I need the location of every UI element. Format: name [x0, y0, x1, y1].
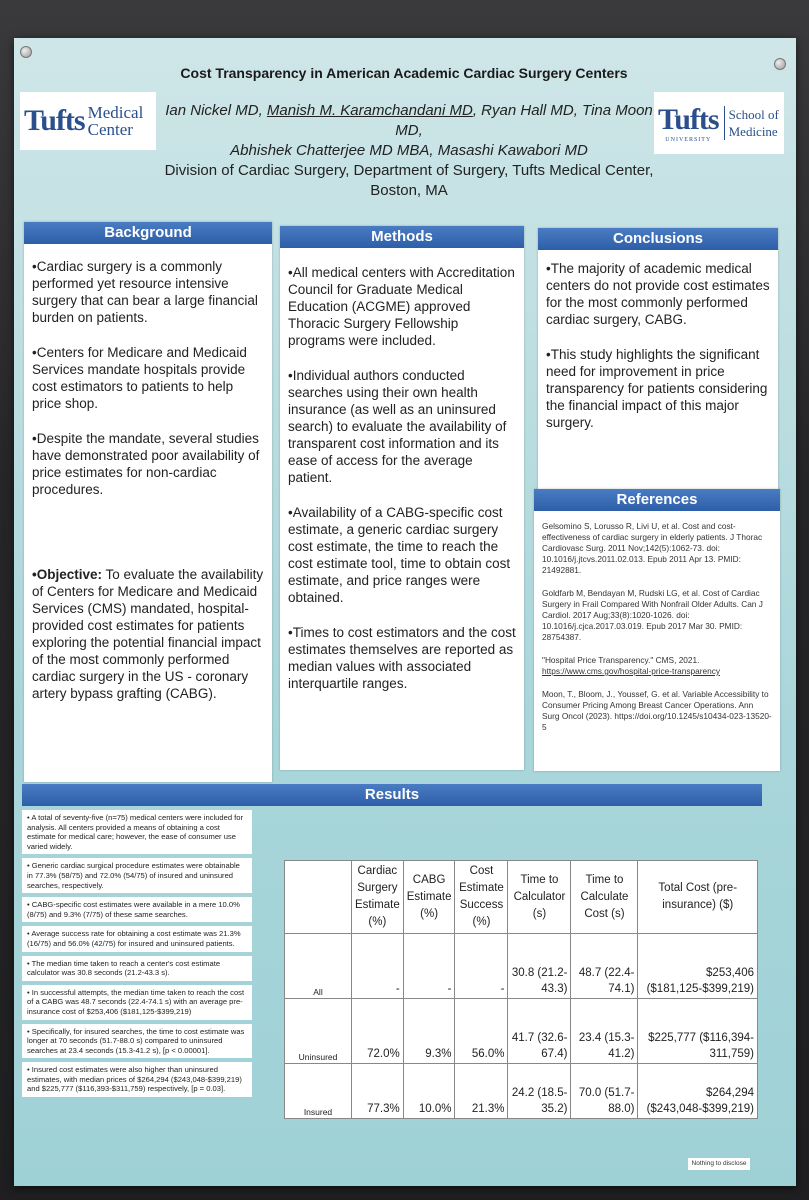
results-bullets: [22, 810, 252, 1101]
table-header-row: [285, 861, 758, 934]
background-panel: [24, 222, 272, 782]
result-text: • In successful attempts, the median time taken to reach the cost of a CABG was 48.7 seconds (22.4-74.1 s) with an average pre-insurance cost of $253,406 ($181,125-$399,219): [22, 985, 252, 1020]
table-header: Time to Calculate Cost (s): [571, 861, 638, 934]
author-text: Ian Nickel MD,: [165, 102, 267, 119]
table-header: CABG Estimate (%): [403, 861, 455, 934]
section-header: Methods: [280, 226, 524, 248]
table-header: [285, 861, 352, 934]
table-cell: 30.8 (21.2-43.3): [508, 934, 571, 999]
bullet-text: To evaluate the availability of Centers for Medicare and Medicaid Services (CMS) mandated, hospital-provided cost estimates for patients exploring the potential financial impact of the most commonly performed cardiac surgery in the US - coronary artery bypass grafting (CABG).: [32, 567, 264, 701]
table-cell: 56.0%: [455, 999, 508, 1064]
table-cell: 21.3%: [455, 1064, 508, 1119]
reference-text: Goldfarb M, Bendayan M, Rudski LG, et al. Cost of Cardiac Surgery in Frail Compared With Nonfrail Older Adults. Can J Cardiol. 2017 Aug;33(8):1020-1026. doi: 10.1016/j.cjca.2017.03.019. Epub 2017 Mar 30. PMID: 28754387.: [542, 588, 763, 642]
references-panel: [534, 489, 780, 771]
logo-text: Center: [87, 120, 133, 139]
table-cell: 48.7 (22.4-74.1): [571, 934, 638, 999]
poster-title: Cost Transparency in American Academic Cardiac Surgery Centers: [180, 65, 628, 81]
bullet-text: •Cardiac surgery is a commonly performed yet resource intensive surgery that can bear a large financial burden on patients.: [32, 259, 258, 325]
conclusions-panel: [538, 228, 778, 498]
table-cell: -: [455, 934, 508, 999]
table-cell: 23.4 (15.3-41.2): [571, 999, 638, 1064]
logo-text: Tufts: [658, 103, 719, 136]
result-text: • CABG-specific cost estimates were available in a mere 10.0% (8/75) and 9.3% (7/75) of these same searches.: [22, 897, 252, 922]
objective-text: [32, 566, 264, 702]
logo-text: Medical: [87, 103, 144, 122]
reference-text: Moon, T., Bloom, J., Youssef, G. et al. Variable Accessibility to Consumer Pricing Among Breast Cancer Operations. Ann Surg Oncol (2023). https://doi.org/10.1245/s10434-023-13520-5: [542, 689, 772, 732]
table-cell: -: [403, 934, 455, 999]
result-text: • Insured cost estimates were also higher than uninsured estimates, with median prices of $264,294 ($243,048-$399,219) and $225,777 ($116,393-$311,759) respectively, [p = 0.03].: [22, 1062, 252, 1097]
tufts-medical-center-logo: [20, 92, 156, 150]
table-row: [285, 934, 758, 999]
reference-text: "Hospital Price Transparency." CMS, 2021.: [542, 655, 700, 665]
bullet-text: •Despite the mandate, several studies have demonstrated poor availability of price estimates for non-cardiac procedures.: [32, 431, 260, 497]
result-text: • A total of seventy-five (n=75) medical centers were included for analysis. All centers provided a means of obtaining a cost estimate for medical care; however, the ease of consumer use varied widely.: [22, 810, 252, 854]
poster: [14, 38, 796, 1186]
logo-text: Tufts: [24, 104, 85, 137]
section-header: References: [534, 489, 780, 511]
bullet-text: •Times to cost estimators and the cost estimates themselves are reported as median values with associated interquartile ranges.: [288, 625, 516, 691]
bullet-text: •Individual authors conducted searches using their own health insurance (as well as an uninsured search) to evaluate the availability of transparent cost information and its ease of access for the average patient.: [288, 368, 507, 485]
table-header: Cardiac Surgery Estimate (%): [352, 861, 404, 934]
reference-text: [542, 655, 772, 677]
table-header: Cost Estimate Success (%): [455, 861, 508, 934]
bullet-text: •This study highlights the significant need for improvement in price transparency for patients considering the financial impact of this major surgery.: [546, 347, 768, 430]
bullet-text: •Availability of a CABG-specific cost estimate, a generic cardiac surgery cost estimate, the time to reach the cost estimate tool, time to obtain cost estimate, and price ranges were obtained.: [288, 505, 511, 605]
results-table: [284, 860, 758, 1119]
pin-icon: [774, 58, 786, 70]
table-cell: Uninsured: [285, 999, 352, 1064]
result-text: • Generic cardiac surgical procedure estimates were obtainable in 77.3% (58/75) and 72.0% (54/75) of insured and uninsured searches, respectively.: [22, 858, 252, 893]
result-text: • Average success rate for obtaining a cost estimate was 21.3% (16/75) and 56.0% (42/75) for insured and uninsured patients.: [22, 926, 252, 951]
table-cell: All: [285, 934, 352, 999]
result-text: • The median time taken to reach a center's cost estimate calculator was 30.8 seconds (21.2-43.3 s).: [22, 956, 252, 981]
table-cell: $264,294 ($243,048-$399,219): [638, 1064, 758, 1119]
author-text: Manish M. Karamchandani MD: [266, 102, 473, 119]
objective-label: •Objective:: [32, 567, 102, 582]
table-cell: $253,406 ($181,125-$399,219): [638, 934, 758, 999]
table-header: Total Cost (pre-insurance) ($): [638, 861, 758, 934]
tufts-university-logo: [654, 92, 784, 154]
author-text: , Ryan Hall MD, Tina Moon MD,: [395, 102, 653, 139]
reference-link[interactable]: https://www.cms.gov/hospital-price-transparency: [542, 666, 720, 676]
authors: [154, 101, 664, 201]
reference-text: Gelsomino S, Lorusso R, Livi U, et al. Cost and cost-effectiveness of cardiac surgery in elderly patients. J Thorac Cardiovasc Surg. 2011 Nov;142(5):1062-73. doi: 10.1016/j.jtcvs.2011.02.013. Epub 2011 Apr 13. PMID: 21492881.: [542, 521, 763, 575]
logo-text: School of: [728, 107, 779, 122]
table-cell: Insured: [285, 1064, 352, 1119]
bullet-text: •Centers for Medicare and Medicaid Services mandate hospitals provide cost estimators to patients to help price shop.: [32, 345, 247, 411]
pin-icon: [20, 46, 32, 58]
table-header: Time to Calculator (s): [508, 861, 571, 934]
table-row: [285, 999, 758, 1064]
bullet-text: •All medical centers with Accreditation Council for Graduate Medical Education (ACGME) approved Thoracic Surgery Fellowship programs were included.: [288, 265, 515, 348]
bullet-text: •The majority of academic medical centers do not provide cost estimates for the most commonly performed cardiac surgery, CABG.: [546, 261, 770, 327]
table-cell: -: [352, 934, 404, 999]
methods-panel: [280, 226, 524, 770]
disclosure-note: Nothing to disclose: [688, 1158, 750, 1170]
logo-text: UNIVERSITY: [665, 137, 712, 143]
table-cell: 41.7 (32.6-67.4): [508, 999, 571, 1064]
table-cell: 10.0%: [403, 1064, 455, 1119]
table-cell: 9.3%: [403, 999, 455, 1064]
table-cell: $225,777 ($116,394-311,759): [638, 999, 758, 1064]
table-cell: 72.0%: [352, 999, 404, 1064]
logo-text: Medicine: [728, 124, 778, 139]
section-header: Background: [24, 222, 272, 244]
result-text: • Specifically, for insured searches, the time to cost estimate was longer at 70 seconds (51.7-88.0 s) compared to uninsured searches at 23.4 seconds (15.3-41.2 s), [p < 0.00001].: [22, 1024, 252, 1059]
section-header: Results: [22, 784, 762, 806]
table-cell: 77.3%: [352, 1064, 404, 1119]
author-text: Abhishek Chatterjee MD MBA, Masashi Kawabori MD: [230, 142, 588, 159]
table-cell: 24.2 (18.5-35.2): [508, 1064, 571, 1119]
table-row: [285, 1064, 758, 1119]
section-header: Conclusions: [538, 228, 778, 250]
table-cell: 70.0 (51.7-88.0): [571, 1064, 638, 1119]
affiliation: Division of Cardiac Surgery, Department of Surgery, Tufts Medical Center, Boston, MA: [164, 162, 654, 199]
